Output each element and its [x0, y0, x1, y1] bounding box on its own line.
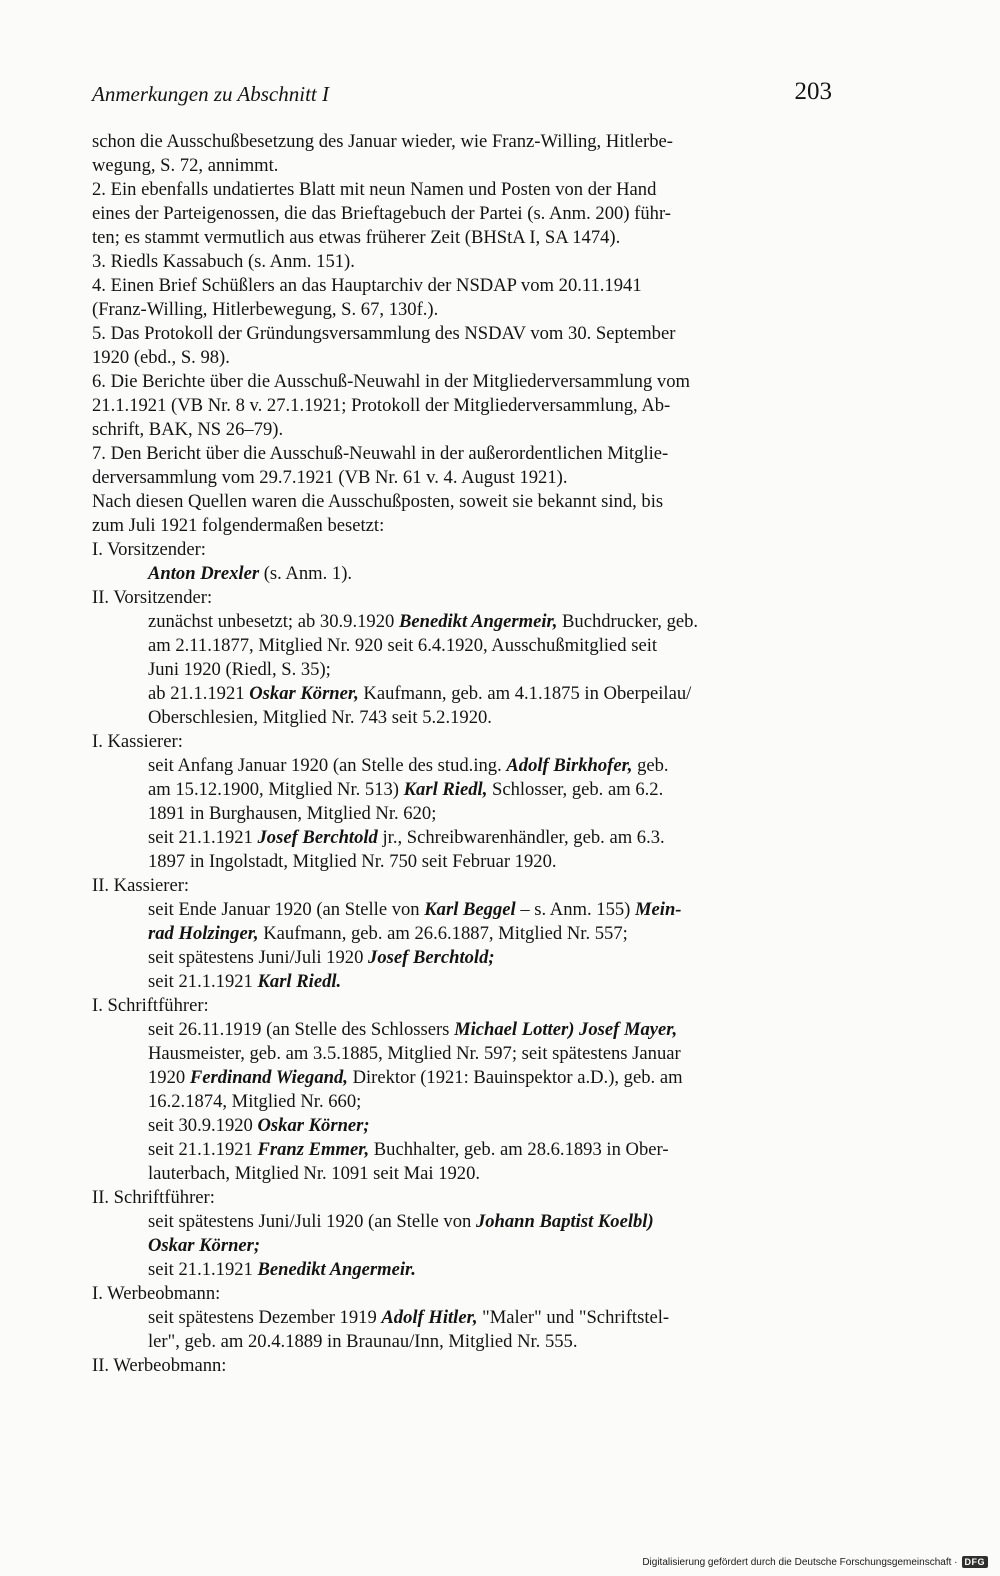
italic-name-segment: Benedikt Angermeir.: [257, 1259, 416, 1280]
text-line: [92, 682, 832, 706]
text-segment: Hausmeister, geb. am 3.5.1885, Mitglied Nr. 597; seit spätestens Januar: [148, 1043, 681, 1064]
digitization-footer: [642, 1556, 988, 1568]
text-segment: seit 21.1.1921: [148, 1139, 258, 1160]
text-line: [92, 1042, 832, 1066]
dfg-logo-icon: DFG: [962, 1556, 989, 1568]
text-segment: Buchdrucker, geb.: [557, 611, 699, 632]
page-number: 203: [794, 78, 832, 105]
text-segment: seit Anfang Januar 1920 (an Stelle des stud.ing.: [148, 755, 507, 776]
text-line: [92, 826, 832, 850]
text-segment: "Maler" und "Schriftstel-: [477, 1307, 670, 1328]
text-line: [92, 970, 832, 994]
text-segment: seit 21.1.1921: [148, 971, 258, 992]
italic-name-segment: Ferdinand Wiegand,: [189, 1067, 348, 1088]
text-line: [92, 1138, 832, 1162]
text-line: [92, 994, 832, 1018]
text-line: [92, 154, 832, 178]
italic-name-segment: Michael Lotter) Josef Mayer,: [454, 1019, 678, 1040]
text-line: [92, 1090, 832, 1114]
text-line: [92, 874, 832, 898]
text-segment: Kaufmann, geb. am 4.1.1875 in Oberpeilau/: [358, 683, 692, 704]
italic-name-segment: Oskar Körner;: [257, 1115, 370, 1136]
text-segment: Buchhalter, geb. am 28.6.1893 in Ober-: [369, 1139, 669, 1160]
text-segment: Juni 1920 (Riedl, S. 35);: [148, 659, 331, 680]
text-segment: 6. Die Berichte über die Ausschuß-Neuwahl in der Mitgliederversammlung vom: [92, 371, 690, 392]
text-segment: ler", geb. am 20.4.1889 in Braunau/Inn, Mitglied Nr. 555.: [148, 1331, 578, 1352]
text-segment: II. Vorsitzender:: [92, 587, 213, 608]
italic-name-segment: Adolf Birkhofer,: [506, 755, 633, 776]
text-segment: seit spätestens Dezember 1919: [148, 1307, 382, 1328]
text-segment: 4. Einen Brief Schüßlers an das Hauptarchiv der NSDAP vom 20.11.1941: [92, 275, 642, 296]
text-segment: 7. Den Bericht über die Ausschuß-Neuwahl in der außerordentlichen Mitglie-: [92, 443, 669, 464]
text-segment: Oberschlesien, Mitglied Nr. 743 seit 5.2.1920.: [148, 707, 492, 728]
italic-name-segment: Oskar Körner,: [249, 683, 359, 704]
footer-text: Digitalisierung gefördert durch die Deutsche Forschungsgemeinschaft ·: [642, 1556, 958, 1568]
text-line: [92, 634, 832, 658]
text-line: [92, 1354, 832, 1378]
text-segment: (s. Anm. 1).: [259, 563, 353, 584]
running-title: Anmerkungen zu Abschnitt I: [92, 82, 329, 106]
text-segment: 3. Riedls Kassabuch (s. Anm. 151).: [92, 251, 355, 272]
text-segment: I. Werbeobmann:: [92, 1283, 221, 1304]
text-segment: Schlosser, geb. am 6.2.: [487, 779, 664, 800]
text-line: [92, 754, 832, 778]
text-line: [92, 538, 832, 562]
text-line: [92, 586, 832, 610]
text-segment: seit 21.1.1921: [148, 827, 258, 848]
text-line: [92, 490, 832, 514]
text-line: [92, 298, 832, 322]
text-segment: geb.: [632, 755, 669, 776]
text-segment: seit 21.1.1921: [148, 1259, 258, 1280]
text-segment: 16.2.1874, Mitglied Nr. 660;: [148, 1091, 362, 1112]
text-segment: ab 21.1.1921: [148, 683, 250, 704]
text-line: [92, 706, 832, 730]
text-segment: 5. Das Protokoll der Gründungsversammlung des NSDAV vom 30. September: [92, 323, 676, 344]
text-line: [92, 1234, 832, 1258]
body-text: [92, 130, 832, 1378]
text-segment: II. Schriftführer:: [92, 1187, 215, 1208]
text-line: [92, 1066, 832, 1090]
text-segment: schon die Ausschußbesetzung des Januar wieder, wie Franz-Willing, Hitlerbe-: [92, 131, 673, 152]
text-line: [92, 394, 832, 418]
text-segment: Nach diesen Quellen waren die Ausschußposten, soweit sie bekannt sind, bis: [92, 491, 664, 512]
text-segment: 21.1.1921 (VB Nr. 8 v. 27.1.1921; Protokoll der Mitgliederversammlung, Ab-: [92, 395, 671, 416]
text-line: [92, 562, 832, 586]
text-line: [92, 202, 832, 226]
text-line: [92, 802, 832, 826]
italic-name-segment: Karl Beggel: [424, 899, 516, 920]
italic-name-segment: Anton Drexler: [148, 563, 260, 584]
text-segment: ten; es stammt vermutlich aus etwas früherer Zeit (BHStA I, SA 1474).: [92, 227, 621, 248]
text-segment: 1891 in Burghausen, Mitglied Nr. 620;: [148, 803, 437, 824]
text-line: [92, 1306, 832, 1330]
text-segment: am 15.12.1900, Mitglied Nr. 513): [148, 779, 404, 800]
italic-name-segment: Karl Riedl,: [403, 779, 488, 800]
italic-name-segment: Josef Berchtold;: [368, 947, 495, 968]
text-segment: lauterbach, Mitglied Nr. 1091 seit Mai 1920.: [148, 1163, 481, 1184]
text-line: [92, 658, 832, 682]
text-line: [92, 466, 832, 490]
text-segment: zum Juli 1921 folgendermaßen besetzt:: [92, 515, 385, 536]
text-line: [92, 850, 832, 874]
italic-name-segment: Karl Riedl.: [257, 971, 342, 992]
italic-name-segment: Johann Baptist Koelbl): [475, 1211, 654, 1232]
text-line: [92, 1018, 832, 1042]
text-segment: am 2.11.1877, Mitglied Nr. 920 seit 6.4.1920, Ausschußmitglied seit: [148, 635, 658, 656]
text-line: [92, 1114, 832, 1138]
text-segment: I. Vorsitzender:: [92, 539, 206, 560]
text-line: [92, 1330, 832, 1354]
text-segment: seit 30.9.1920: [148, 1115, 258, 1136]
text-line: [92, 1282, 832, 1306]
text-segment: I. Kassierer:: [92, 731, 183, 752]
text-segment: seit spätestens Juni/Juli 1920 (an Stelle von: [148, 1211, 476, 1232]
text-line: [92, 778, 832, 802]
page-header: [92, 78, 832, 114]
italic-name-segment: Mein-: [635, 899, 682, 920]
text-segment: II. Werbeobmann:: [92, 1355, 227, 1376]
text-line: [92, 898, 832, 922]
text-line: [92, 610, 832, 634]
text-segment: zunächst unbesetzt; ab 30.9.1920: [148, 611, 399, 632]
text-segment: – s. Anm. 155): [515, 899, 636, 920]
text-line: [92, 250, 832, 274]
text-segment: derversammlung vom 29.7.1921 (VB Nr. 61 v. 4. August 1921).: [92, 467, 568, 488]
text-segment: II. Kassierer:: [92, 875, 190, 896]
text-segment: 2. Ein ebenfalls undatiertes Blatt mit neun Namen und Posten von der Hand: [92, 179, 657, 200]
text-line: [92, 130, 832, 154]
text-segment: Kaufmann, geb. am 26.6.1887, Mitglied Nr. 557;: [258, 923, 628, 944]
text-line: [92, 346, 832, 370]
italic-name-segment: rad Holzinger,: [148, 923, 259, 944]
text-segment: seit 26.11.1919 (an Stelle des Schlossers: [148, 1019, 455, 1040]
text-line: [92, 226, 832, 250]
italic-name-segment: Adolf Hitler,: [381, 1307, 478, 1328]
italic-name-segment: Franz Emmer,: [257, 1139, 370, 1160]
text-line: [92, 322, 832, 346]
text-line: [92, 178, 832, 202]
text-segment: wegung, S. 72, annimmt.: [92, 155, 279, 176]
italic-name-segment: Benedikt Angermeir,: [398, 611, 558, 632]
text-line: [92, 418, 832, 442]
text-segment: 1920 (ebd., S. 98).: [92, 347, 230, 368]
text-segment: seit spätestens Juni/Juli 1920: [148, 947, 369, 968]
text-segment: schrift, BAK, NS 26–79).: [92, 419, 284, 440]
text-line: [92, 442, 832, 466]
text-line: [92, 922, 832, 946]
text-line: [92, 274, 832, 298]
text-segment: I. Schriftführer:: [92, 995, 209, 1016]
text-segment: 1897 in Ingolstadt, Mitglied Nr. 750 seit Februar 1920.: [148, 851, 557, 872]
text-segment: eines der Parteigenossen, die das Brieftagebuch der Partei (s. Anm. 200) führ-: [92, 203, 671, 224]
italic-name-segment: Josef Berchtold: [257, 827, 378, 848]
text-line: [92, 370, 832, 394]
text-line: [92, 514, 832, 538]
text-line: [92, 1258, 832, 1282]
text-line: [92, 730, 832, 754]
text-line: [92, 1186, 832, 1210]
text-segment: 1920: [148, 1067, 190, 1088]
text-segment: (Franz-Willing, Hitlerbewegung, S. 67, 130f.).: [92, 299, 439, 320]
italic-name-segment: Oskar Körner;: [148, 1235, 261, 1256]
text-line: [92, 1162, 832, 1186]
text-segment: seit Ende Januar 1920 (an Stelle von: [148, 899, 425, 920]
text-line: [92, 946, 832, 970]
text-segment: Direktor (1921: Bauinspektor a.D.), geb. am: [347, 1067, 683, 1088]
text-segment: jr., Schreibwarenhändler, geb. am 6.3.: [377, 827, 665, 848]
text-line: [92, 1210, 832, 1234]
